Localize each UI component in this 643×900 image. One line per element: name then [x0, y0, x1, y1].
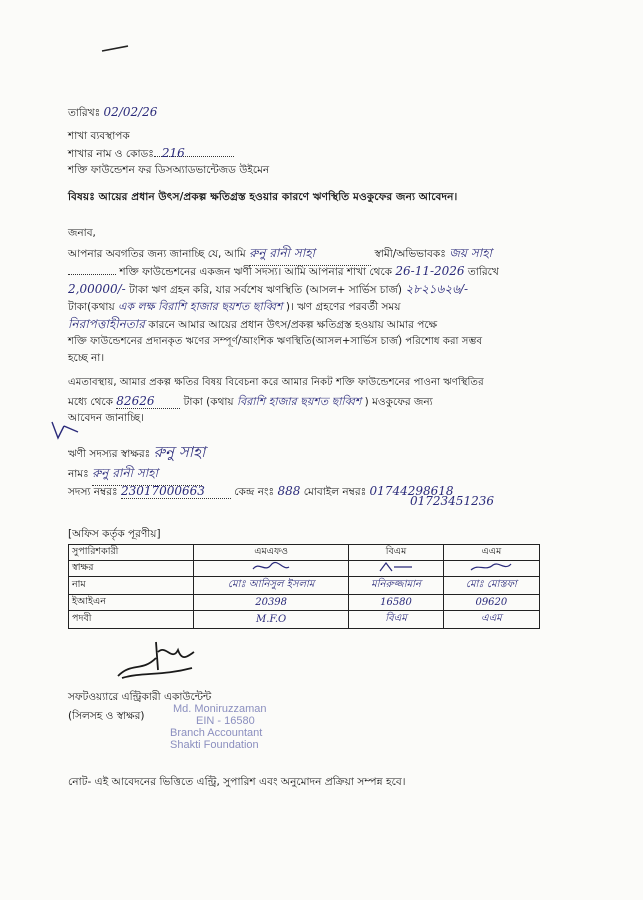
body-line-1: আপনার অবগতির জন্য জানাচ্ছি যে, আমি রুনু রানী সাহা স্বামী/অভিভাবকঃ জয় সাহা: [68, 245, 492, 266]
seal-label: (সিলসহ ও স্বাক্ষর): [68, 710, 145, 722]
accountant-label: সফটওয়্যারে এন্ট্রিকারী একাউন্টেন্ট: [68, 691, 212, 703]
salutation: জনাব,: [68, 227, 96, 239]
applicant-name: রুনু রানী সাহা: [249, 245, 371, 266]
footer-note: নোট- এই আবেদনের ভিত্তিতে এন্ট্রি, সুপারিশ এবং অনুমোদন প্রক্রিয়া সম্পন্ন হবে।: [68, 776, 406, 788]
bm-signature: [349, 561, 443, 577]
body-line-8: এমতাবস্থায়, আমার প্রকল্প ক্ষতির বিষয় বিবেচনা করে আমার নিকট শক্তি ফাউন্ডেশনের পাওনা ঋণস্থিতির: [68, 377, 484, 388]
subject-line: বিষয়ঃ আয়ের প্রধান উৎস/প্রকল্প ক্ষতিগ্রস্ত হওয়ার কারণে ঋণস্থিতি মওকুফের জন্য আবেদন।: [68, 190, 458, 203]
body-line-5: নিরাপত্তাহীনতার কারনে আমার আয়ের প্রধান উৎস/প্রকল্প ক্ষতিগ্রস্ত হওয়ায় আমার পক্ষে: [68, 317, 438, 331]
body-line-4: টাকা(কথায় এক লক্ষ বিরাশি হাজার ছয়শত ছাব্বিশ )। ঋণ গ্রহণের পরবর্তী সময়: [68, 300, 401, 313]
org-line: শক্তি ফাউন্ডেশন ফর ডিসঅ্যাডভান্টেজড উইমেন: [68, 164, 270, 176]
loss-reason: নিরাপত্তাহীনতার: [68, 317, 145, 331]
waiver-in-words: বিরাশি হাজার ছয়শত ছাব্বিশ: [236, 395, 362, 408]
member-name: রুনু রানী সাহা: [92, 465, 202, 486]
loan-amount: 2,00000/-: [68, 282, 126, 296]
body-line-9: মধ্যে থেকে 82626 টাকা (কথায় বিরাশি হাজার ছয়শত ছাব্বিশ ) মওকুফের জন্য: [68, 394, 433, 408]
balance-in-words: এক লক্ষ বিরাশি হাজার ছয়শত ছাব্বিশ: [117, 300, 283, 313]
mfo-signature-scribble: [251, 561, 291, 573]
member-sign-line: ঋণী সদস্যর স্বাক্ষরঃ রুনু সাহা: [68, 443, 206, 461]
table-row-designation: পদবী M.F.O বিএম এএম: [69, 611, 540, 629]
body-line-6: শক্তি ফাউন্ডেশনের প্রদানকৃত ঋণের সম্পূর্ণ/আংশিক ঋণস্থিতি(আসল+সার্ভিস চার্জ) পরিশোধ করা সম্ভব: [68, 336, 483, 347]
header-recommender: সুপারিশকারী: [69, 545, 194, 561]
date-line: তারিখঃ 02/02/26: [68, 105, 158, 119]
header-mfo: এমএফও: [194, 545, 349, 561]
member-id: 23017000663: [121, 484, 231, 499]
loan-date: 26-11-2026: [395, 264, 465, 278]
table-header-row: [69, 545, 540, 561]
body-line-3: 2,00000/- টাকা ঋণ গ্রহন করি, যার সর্বশেষ ঋণস্থিতি (আসল+ সার্ভিস চার্জ) ২৮২১৬২৬/-: [68, 282, 469, 296]
body-line-7: হচ্ছে না।: [68, 352, 105, 364]
waiver-amount: 82626: [116, 394, 180, 409]
bm-signature-scribble: [376, 561, 416, 573]
table-row-name: নাম মোঃ আনিসুল ইসলাম মনিরুজ্জামান মোঃ মোস্তফা: [69, 577, 540, 595]
office-table: [68, 544, 540, 629]
branch-code: 216: [161, 146, 185, 160]
am-signature: [443, 561, 539, 577]
member-id-line: সদস্য নম্বরঃ 23017000663 কেন্দ্র নংঃ 888 মোবাইল নম্বরঃ 01744298618: [68, 484, 454, 498]
table-row-ein: ইআইএন 20398 16580 09620: [69, 595, 540, 611]
office-caption: [অফিস কর্তৃক পূরণীয়]: [68, 528, 161, 540]
pen-mark: [100, 42, 132, 56]
center-number: 888: [277, 484, 301, 498]
body-line-10: আবেদন জানাচ্ছি।: [68, 412, 144, 424]
body-line-2: শক্তি ফাউন্ডেশনের একজন ঋণী সদস্য। আমি আপনার শাখা থেকে 26-11-2026 তারিখে: [68, 264, 499, 282]
am-signature-scribble: [469, 561, 513, 573]
branch-line: শাখার নাম ও কোডঃ 216: [68, 147, 234, 164]
mobile-number-1: 01744298618: [369, 484, 454, 498]
guardian-name: জয় সাহা: [449, 246, 492, 260]
table-row-signature: স্বাক্ষর: [69, 561, 540, 577]
header-am: এএম: [443, 545, 539, 561]
member-name-line: নামঃ রুনু রানী সাহা: [68, 465, 202, 486]
member-signature: রুনু সাহা: [153, 443, 206, 461]
accountant-signature: [112, 632, 202, 682]
date-value: 02/02/26: [103, 105, 158, 119]
mobile-number-2: 01723451236: [410, 494, 494, 508]
mfo-signature: [194, 561, 349, 577]
header-bm: বিএম: [349, 545, 443, 561]
accountant-stamp: Md. Moniruzzaman EIN - 16580 Branch Accountant Shakti Foundation: [170, 703, 267, 751]
loan-balance: ২৮২১৬২৬/-: [405, 282, 469, 296]
to-line: শাখা ব্যবস্থাপক: [68, 130, 130, 142]
